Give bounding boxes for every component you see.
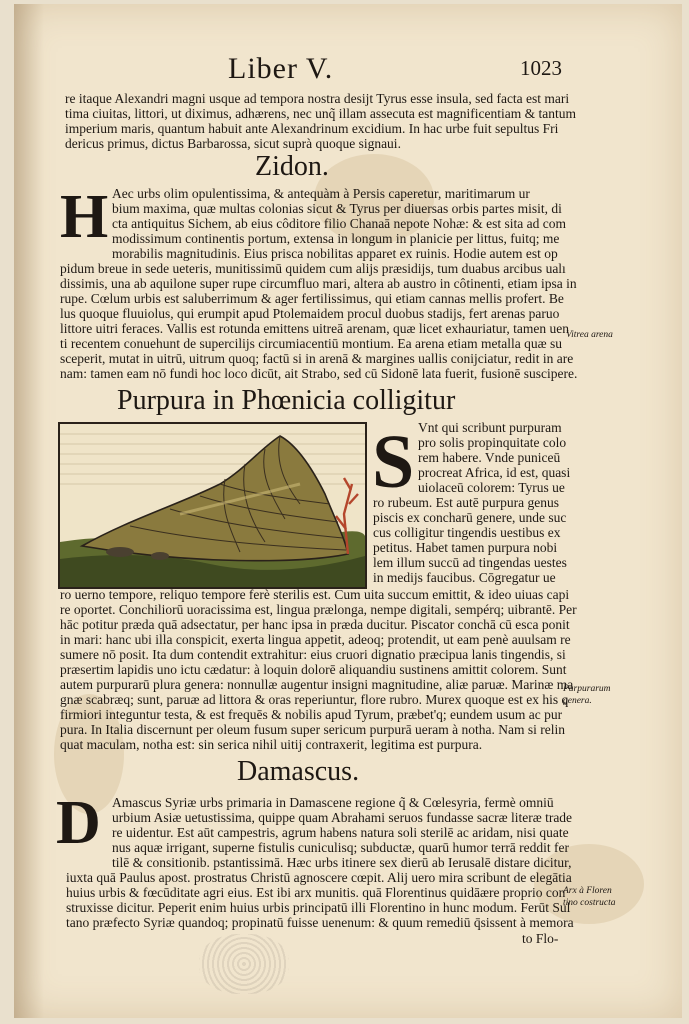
- text-line: hāc potitur præda quā adsectatur, per hanc ipsa in præda ducitur. Piscator conchā cū esca ponit: [60, 617, 570, 632]
- text-line: huius urbis & fœcūditate agri eius. Est ibi arx munitis. quā Florentinus quidāære proprio con: [66, 885, 566, 900]
- text-line: urbium Asiæ uetustissima, quippe quam Abrahami seruos fundasse sacræ literæ trade: [112, 810, 573, 825]
- text-line: ti recentem conuehunt de supercilijs circumiacentiū montium. Ea arena etiam metalla quæ su: [60, 336, 562, 351]
- text-line: nus aquæ irrigant, superne fistulis cuniculisq; subductæ, quarū humor terrā reddit fer: [112, 840, 570, 855]
- section-heading-damascus: Damascus.: [237, 756, 360, 787]
- page-edge-shadow: [14, 4, 44, 1018]
- margin-note-purpurarum-genera: Purpurarum: [563, 684, 611, 694]
- section-heading-zidon: Zidon.: [255, 151, 329, 182]
- text-line: littore uitri feraces. Vallis est rotunda emittens uitreā arenam, quæ licet exhauriatur, tamen uen: [60, 321, 570, 336]
- text-line: dissimis, una ab aquilone super rupe circumfluo mari, altera ab austro in côtinenti, etiam ipsa in: [60, 276, 577, 291]
- text-line: ro uerno tempore, reliquo tempore ferè sterilis est. Cum uita succum emittit, & ideo uiuas capi: [60, 587, 570, 602]
- text-line: struxisse dicitur. Peperit enim huius urbis principatū illi Florentino in hunc modum. Ferūt Sul: [66, 900, 571, 915]
- text-line: pidum breue in sede ueteris, munitissimū quidem cum alijs præsidijs, tum duabus arcibus ualı: [60, 261, 566, 276]
- murex-shell-woodcut: [58, 422, 367, 589]
- text-line: dericus primus, dictus Barbarossa, sicut suprà quoque signaui.: [65, 136, 401, 151]
- text-line: modissimum continentis portum, extensa in longum in planicie per littus, fuitq; me: [112, 231, 560, 246]
- text-line: sumere nō posit. Ita dum contendit extrahitur: eius cruori dignatio præcipua lanis tingendis, si: [60, 647, 566, 662]
- text-line: quat maculam, notha est: sin serica nihil uitij contraxerit, legitima est purpura.: [60, 737, 483, 752]
- text-line: sceperit, mutat in uitrū, uitrum quoq; factū si in arenā & margines uallis conijciatur, redit in are: [60, 351, 574, 366]
- paper-damage: [199, 934, 289, 994]
- text-line: in mari: hanc ubi illa conspicit, exerta lingua appetit, adeoq; protendit, ut eam penè auulsam re: [60, 632, 571, 647]
- drop-cap-initial: D: [56, 789, 101, 857]
- text-line: cus colligitur tingendis uestibus ex: [373, 525, 561, 540]
- section-heading-purpura: Purpura in Phœnicia colligitur: [117, 385, 456, 416]
- text-line: firmiori integuntur testa, & est frequēs & nobilis apud Tyrum, præbet'q; eundem usum ac pur: [60, 707, 563, 722]
- margin-note-purpurarum-genera: genera.: [563, 696, 592, 706]
- margin-note-arx-a-florentino: tino costructa: [563, 898, 616, 908]
- text-line: præsertim lapidis uno ictu cædatur: à loquin dolorē aliquandiu sustinens amittit colorem. Sunt: [60, 662, 567, 677]
- text-line: Vnt qui scribunt purpuram: [418, 420, 562, 435]
- text-line: lem illum succū ad tingendas uestes: [373, 555, 567, 570]
- running-title: Liber V.: [228, 52, 334, 85]
- text-line: re uidentur. Est aūt campestris, agrum habens natura soli sterilē ac aridam, nisi quate: [112, 825, 569, 840]
- text-line: bium maxima, quæ multas colonias sicut & Tyrus per diuersas orbis partes misit, di: [112, 201, 562, 216]
- text-line: lus quoque fluuiolus, qui erumpit apud Ptolemaidem procul duobus stadijs, fert arenas paruo: [60, 306, 560, 321]
- text-line: tilē & consitionib. pstantissimā. Hæc urbs itinere sex dierū ab Ierusalē distare dicitur,: [112, 855, 572, 870]
- text-line: pro solis propinquitate colo: [418, 435, 567, 450]
- text-line: Amascus Syriæ urbs primaria in Damascene regione q̃ & Cœlesyria, fermè omniū: [112, 795, 554, 810]
- catchword: to Flo-: [522, 931, 559, 946]
- text-line: iuxta quā Paulus apost. prostratus Christū agnoscere cœpit. Alij uero mira scribunt de elegātia: [66, 870, 572, 885]
- page-number: 1023: [520, 56, 562, 80]
- shell-illustration: [60, 424, 365, 587]
- margin-note-vitrea-arena: Vitrea arena: [566, 330, 613, 340]
- text-line: rem habere. Vnde puniceū: [418, 450, 561, 465]
- text-line: ro rubeum. Est autē purpura genus: [373, 495, 559, 510]
- text-line: re oportet. Conchiliorū uoracissima est, lingua prælonga, nempe digitali, sempérq; uibrantē. Per: [60, 602, 577, 617]
- text-line: autem purpurarū plura genera: nonnullæ augentur insigni magnitudine, aliæ paruæ. Marinæ ma: [60, 677, 574, 692]
- text-line: piscis ex concharū genere, unde suc: [373, 510, 567, 525]
- text-line: petitus. Habet tamen purpura nobi: [373, 540, 558, 555]
- text-line: pura. In Italia discernunt per oleum fusum super sericum purpurā ueram à notha. Nam si relin: [60, 722, 565, 737]
- drop-cap-initial: H: [60, 183, 109, 251]
- drop-cap-initial: S: [372, 420, 415, 504]
- text-line: imperium maris, quantum habuit ante Alexandrinum excidium. In hac urbe fuit sepultus Fri: [65, 121, 559, 136]
- text-line: in medijs faucibus. Cōgregatur ue: [373, 570, 556, 585]
- margin-note-arx-a-florentino: Arx à Floren: [563, 886, 612, 896]
- text-line: re itaque Alexandri magni usque ad tempora nostra desijt Tyrus esse insula, sed facta est mari: [65, 91, 570, 106]
- text-line: procreat Africa, id est, quasi: [418, 465, 571, 480]
- text-line: morabilis magnitudinis. Eius prisca nobilitas apparet ex ruinis. Hodie autem est op: [112, 246, 558, 261]
- text-line: tima ciuitas, littori, ut diximus, adhærens, nec unq̃ illam assecuta est magnificentiam & tantum: [65, 106, 577, 121]
- text-line: nam: tamen eam nō fundi hoc loco dicūt, ait Strabo, sed cū Sidonē lata fuerit, fusionē suscipere.: [60, 366, 578, 381]
- text-line: tano præfecto Syriæ quandoq; propinatū fuisse uenenum: & quum remediū q̄sissent à memora: [66, 915, 574, 930]
- text-line: uiolaceū colorem: Tyrus ue: [418, 480, 565, 495]
- text-line: cta antiquitus Sichem, ab eius côditore filio Chanaā nepote Nohæ: & est sita ad com: [112, 216, 567, 231]
- text-line: Aec urbs olim opulentissima, & antequàm à Persis caperetur, maritimarum ur: [112, 186, 530, 201]
- text-line: gnæ scabræq; sunt, paruæ ad littora & oras reperiuntur, flore rubro. Murex quoque est ex his q: [60, 692, 569, 707]
- text-line: rupe. Cœlum urbis est saluberrimum & ager fertilissimus, qui etiam cannas mellis profert. Be: [60, 291, 564, 306]
